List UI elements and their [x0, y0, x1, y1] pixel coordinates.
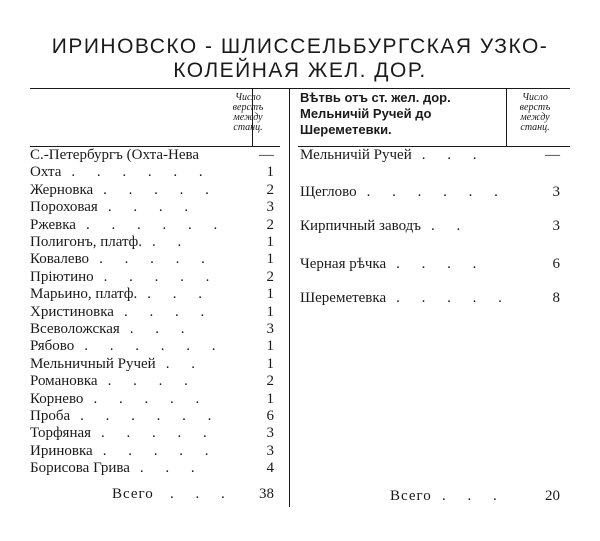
left-station-row — [30, 443, 280, 460]
left-distance-header-line: между — [233, 112, 263, 123]
station-distance: 1 — [266, 390, 274, 407]
leader-dots: . . — [165, 355, 204, 372]
leader-dots: . . . . . — [93, 390, 209, 407]
right-distance-header-line: между — [520, 112, 550, 123]
left-total-row — [30, 486, 280, 503]
document-title-line-1: ИРИНОВСКО - ШЛИССЕЛЬБУРГСКАЯ УЗКО- — [51, 35, 549, 58]
right-station-row — [300, 147, 562, 164]
left-distance-header-line: станц. — [233, 122, 263, 133]
left-station-row — [30, 304, 280, 321]
left-station-row — [30, 147, 280, 164]
center-divider — [289, 89, 290, 507]
station-distance: 3 — [266, 321, 274, 337]
left-station-row — [30, 217, 280, 234]
leader-dots: . . . — [147, 286, 211, 303]
station-distance: 1 — [266, 355, 274, 372]
leader-dots: . . . . . . — [84, 338, 225, 355]
station-distance: 3 — [266, 199, 274, 216]
right-total-dots: . . . — [442, 488, 506, 504]
left-total-value: 38 — [259, 486, 274, 502]
leader-dots: . . . . . . — [85, 216, 227, 233]
left-total-dots: . . . — [170, 486, 234, 502]
left-station-row — [30, 269, 280, 286]
right-distance-divider — [506, 89, 507, 147]
left-total-label: Всего — [112, 486, 154, 502]
left-station-row — [30, 164, 280, 181]
leader-dots: . . . . — [107, 199, 198, 216]
station-name: Христиновка — [30, 303, 114, 320]
left-distance-header — [222, 93, 274, 133]
station-name: Проба — [30, 408, 71, 424]
left-station-row — [30, 199, 280, 216]
station-name: Кирпичный заводъ — [300, 218, 422, 234]
leader-dots: . . . . . — [396, 290, 511, 306]
station-distance: 2 — [266, 181, 274, 198]
station-distance: 6 — [266, 408, 274, 424]
station-name: Пріютино — [30, 268, 94, 285]
station-name: Шереметевка — [300, 290, 387, 306]
left-station-row — [30, 338, 280, 355]
station-name: Борисова Грива — [30, 460, 130, 477]
right-distance-header-line: станц. — [520, 122, 550, 133]
station-name: Черная рѣчка — [300, 256, 387, 272]
left-station-row — [30, 391, 280, 408]
station-distance: 3 — [266, 425, 274, 442]
left-station-row — [30, 373, 280, 390]
station-distance: 1 — [266, 234, 274, 250]
leader-dots: . . . — [421, 147, 486, 163]
station-distance: 1 — [266, 164, 274, 181]
station-name: Пороховая — [30, 199, 98, 216]
table-top-rule — [30, 88, 570, 89]
left-distance-header-line: верстъ — [232, 102, 264, 113]
left-station-row — [30, 321, 280, 338]
leader-dots: . . . . . — [103, 268, 219, 285]
station-distance: 1 — [266, 286, 274, 303]
station-distance: 3 — [266, 442, 274, 459]
station-distance: 3 — [552, 218, 560, 234]
right-station-row — [300, 218, 562, 235]
station-distance: 2 — [266, 373, 274, 390]
station-name: Жерновка — [30, 181, 94, 198]
left-station-row — [30, 425, 280, 442]
left-station-row — [30, 182, 280, 199]
left-station-row — [30, 234, 280, 251]
leader-dots: . . . . . . — [366, 184, 507, 200]
station-name: Торфяная — [30, 425, 92, 442]
station-name: Охта — [30, 164, 62, 181]
left-station-row — [30, 286, 280, 303]
right-total-label: Всего — [390, 488, 432, 504]
leader-dots: . . — [431, 218, 470, 234]
right-station-row — [300, 290, 562, 307]
station-distance: 2 — [266, 268, 274, 285]
station-name: Марьино, платф. — [30, 286, 138, 303]
right-total-row — [300, 488, 562, 505]
left-distance-header-line: Число — [235, 92, 261, 103]
station-distance: 3 — [552, 184, 560, 200]
leader-dots: . . — [152, 234, 191, 250]
leader-dots: . . . . — [396, 256, 486, 272]
station-distance: 1 — [266, 251, 274, 268]
station-name: Полигонъ, платф. — [30, 234, 143, 250]
right-distance-header-line: верстъ — [519, 102, 551, 113]
leader-dots: . . . — [139, 460, 204, 477]
station-name: Рябово — [30, 338, 75, 355]
leader-dots: . . . . . — [102, 442, 218, 459]
leader-dots: . . . . . — [103, 181, 218, 198]
station-distance: 8 — [552, 290, 560, 306]
leader-dots: . . . . . — [101, 425, 216, 442]
station-distance: 6 — [552, 256, 560, 272]
leader-dots: . . . — [129, 321, 194, 337]
document-title-line-2: КОЛЕЙНАЯ ЖЕЛ. ДОР. — [173, 59, 427, 82]
right-distance-header — [508, 93, 562, 133]
left-station-row — [30, 460, 280, 477]
station-name: Мельничный Ручей — [30, 355, 156, 372]
station-distance: 2 — [266, 216, 274, 233]
station-name: Щеглово — [300, 184, 357, 200]
station-distance: 1 — [266, 338, 274, 355]
leader-dots: . . . . — [123, 303, 214, 320]
left-station-row — [30, 251, 280, 268]
station-distance: 1 — [266, 303, 274, 320]
station-name: Мельничій Ручей — [300, 147, 412, 163]
station-distance: — — [259, 147, 274, 163]
right-station-row — [300, 256, 562, 273]
branch-title: Вѣтвь отъ ст. жел. дор. Мельничій Ручей до Шереметевки. — [300, 90, 451, 137]
station-name: Ржевка — [30, 216, 76, 233]
left-station-row — [30, 408, 280, 425]
right-distance-header-line: Число — [522, 92, 548, 103]
station-name: Романовка — [30, 373, 98, 390]
right-station-row — [300, 184, 562, 201]
leader-dots: . . . . . — [99, 251, 214, 268]
station-distance: — — [545, 147, 560, 163]
station-distance: 4 — [266, 460, 274, 477]
station-name: Ковалево — [30, 251, 90, 268]
leader-dots: . . . . — [107, 373, 197, 390]
left-station-row — [30, 356, 280, 373]
station-name: Всеволожская — [30, 321, 120, 337]
leader-dots: . . . . . . — [71, 164, 212, 181]
right-total-value: 20 — [545, 488, 560, 504]
station-name: С.-Петербургъ (Охта-Нева — [30, 147, 200, 163]
leader-dots: . . . . . . — [80, 408, 221, 424]
station-name: Ириновка — [30, 442, 93, 459]
station-name: Корнево — [30, 390, 84, 407]
